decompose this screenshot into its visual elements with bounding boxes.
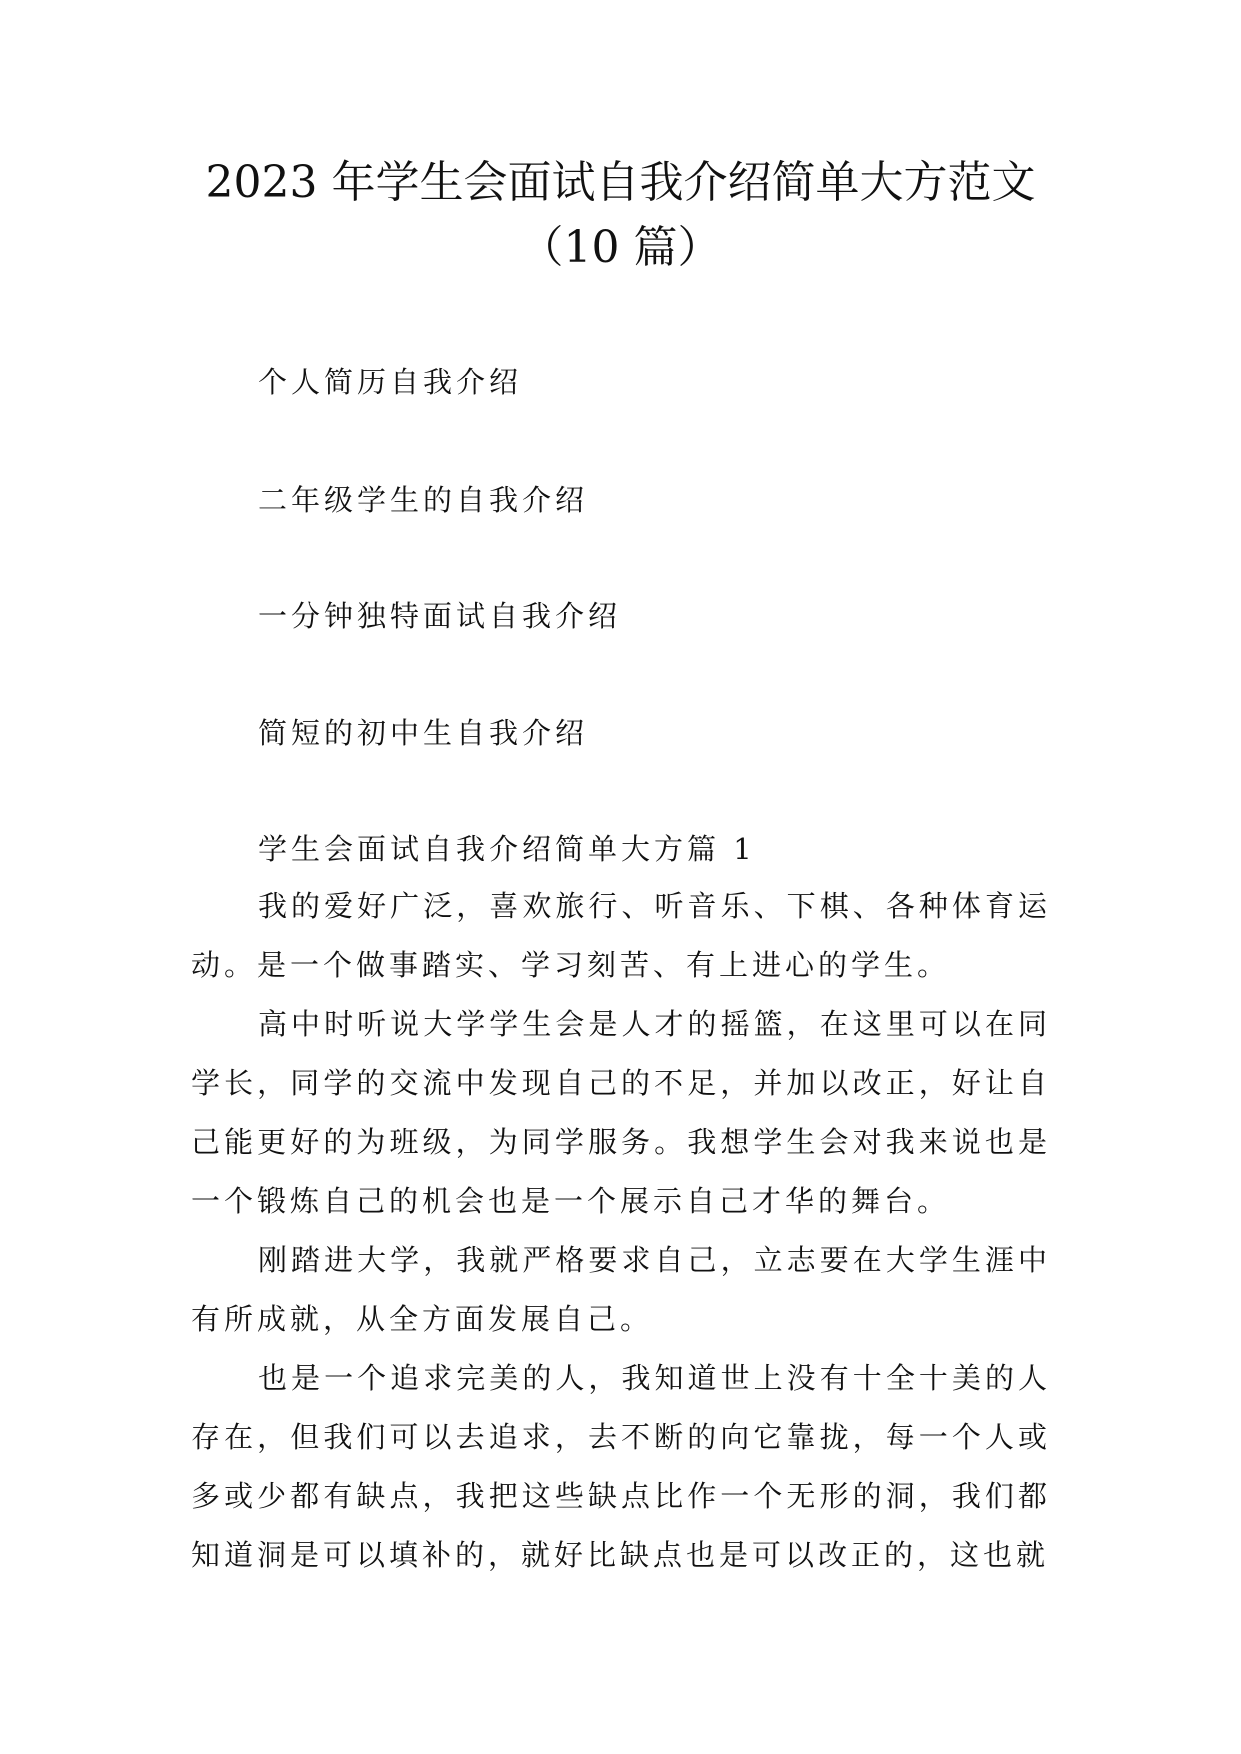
toc-item: 简短的初中生自我介绍 — [258, 716, 589, 750]
toc-item: 二年级学生的自我介绍 — [258, 483, 589, 517]
document-title-line-1: 2023 年学生会面试自我介绍简单大方范文 — [205, 157, 1036, 208]
body-paragraph: 高中时听说大学学生会是人才的摇篮，在这里可以在同学长，同学的交流中发现自己的不足，并加以改正，好让自己能更好的为班级，为同学服务。我想学生会对我来说也是一个锻炼自己的机会也是一个展示自己才华的舞台。 — [191, 1007, 1051, 1218]
toc-item: 个人简历自我介绍 — [258, 365, 523, 399]
toc-item: 一分钟独特面试自我介绍 — [258, 599, 622, 633]
body-paragraph: 刚踏进大学，我就严格要求自己，立志要在大学生涯中有所成就，从全方面发展自己。 — [191, 1243, 1051, 1336]
document-title-line-2: （10 篇） — [519, 222, 722, 273]
body-paragraph: 我的爱好广泛，喜欢旅行、听音乐、下棋、各种体育运动。是一个做事踏实、学习刻苦、有上进心的学生。 — [191, 889, 1051, 982]
body-text — [191, 877, 1051, 1585]
body-paragraph: 也是一个追求完美的人，我知道世上没有十全十美的人存在，但我们可以去追求，去不断的向它靠拢，每一个人或多或少都有缺点，我把这些缺点比作一个无形的洞，我们都知道洞是可以填补的，就好比缺点也是可以改正的，这也就 — [191, 1361, 1051, 1572]
section-heading: 学生会面试自我介绍简单大方篇 1 — [258, 832, 756, 866]
